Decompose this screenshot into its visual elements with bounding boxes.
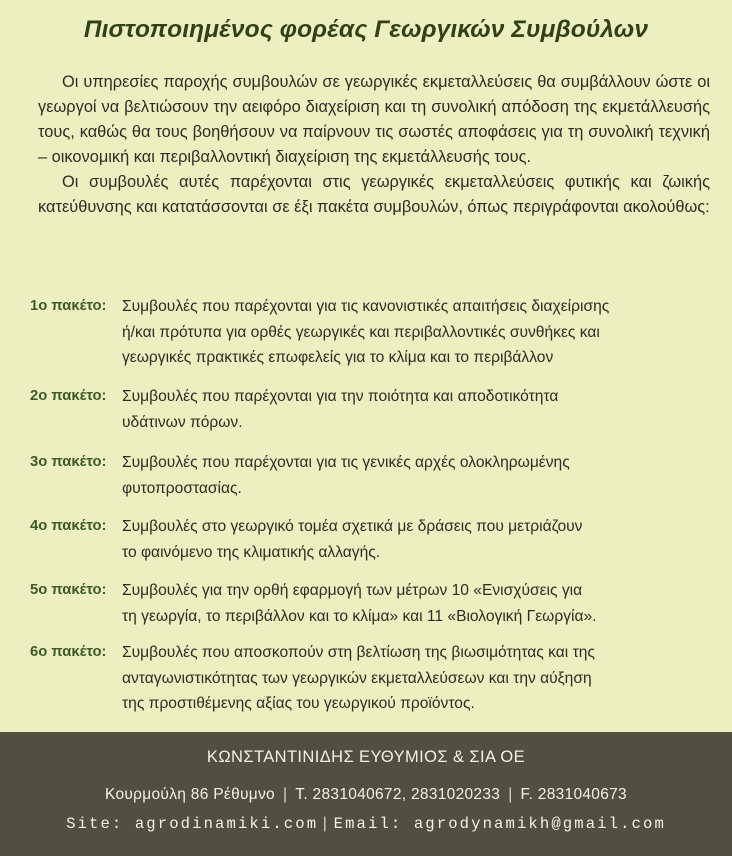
address: Κουρμούλη 86 Ρέθυμνο (105, 786, 275, 803)
package-label: 1ο πακέτο: (30, 298, 107, 314)
separator: | (508, 786, 513, 803)
fax-number: F. 2831040673 (520, 786, 627, 803)
package-line: φυτοπροστασίας. (122, 479, 242, 497)
website-link[interactable]: Site: agrodinamiki.com (66, 815, 319, 833)
package-line: τη γεωργία, το περιβάλλον και το κλίμα» και 11 «Βιολογική Γεωργία». (122, 607, 597, 625)
intro-paragraph-2: Οι συμβουλές αυτές παρέχονται στις γεωργικές εκμεταλλεύσεις φυτικής και ζωικής κατεύθυνσης και κατατάσσονται σε έξι πακέτα συμβουλών, όπως περιγράφονται ακολούθως: (38, 173, 710, 216)
page-title: Πιστοποιημένος φορέας Γεωργικών Συμβούλων (83, 16, 649, 43)
package-line: της προστιθέμενης αξίας του γεωργικού προϊόντος. (122, 695, 475, 712)
package-label: 6ο πακέτο: (30, 644, 107, 660)
intro-text (38, 70, 710, 220)
package-description (122, 384, 712, 435)
package-description (122, 514, 712, 565)
package-line: ή/και πρότυπα για ορθές γεωργικές και περιβαλλοντικές συνθήκες και (122, 323, 600, 341)
package-label: 3ο πακέτο: (30, 454, 107, 470)
package-line: Συμβουλές που παρέχονται για τις κανονιστικές απαιτήσεις διαχείρισης (122, 298, 610, 315)
separator: | (282, 786, 288, 803)
package-line: Συμβουλές που παρέχονται για τις γενικές αρχές ολοκληρωμένης (122, 454, 570, 471)
contact-footer (0, 732, 732, 856)
package-line: το φαινόμενο της κλιματικής αλλαγής. (122, 543, 381, 561)
package-line: γεωργικές πρακτικές επωφελείς για το κλίμα και το περιβάλλον (122, 349, 554, 366)
package-description (122, 640, 712, 717)
separator: | (320, 815, 332, 833)
package-description (122, 294, 712, 371)
web-line (0, 815, 732, 833)
package-line: Συμβουλές που παρέχονται για την ποιότητα και αποδοτικότητα (122, 388, 559, 405)
package-description (122, 450, 712, 501)
company-name: ΚΩΝΣΤΑΝΤΙΝΙΔΗΣ ΕΥΘΥΜΙΟΣ & ΣΙΑ ΟΕ (206, 748, 526, 766)
package-line: υδάτινων πόρων. (122, 413, 243, 431)
phone-numbers[interactable]: T. 2831040672, 2831020233 (295, 786, 501, 803)
email-link[interactable]: Email: agrodynamikh@gmail.com (333, 815, 666, 833)
contact-line (0, 786, 732, 804)
package-line: Συμβουλές στο γεωργικό τομέα σχετικά με δράσεις που μετριάζουν (122, 518, 583, 535)
package-line: ανταγωνιστικότητας των γεωργικών εκμεταλλεύσεων και την αύξηση (122, 669, 592, 687)
package-label: 5ο πακέτο: (30, 582, 107, 598)
intro-paragraph-1: Οι υπηρεσίες παροχής συμβουλών σε γεωργικές εκμεταλλεύσεις θα συμβάλλουν ώστε οι γεωργοί να βελτιώσουν την αειφόρο διαχείριση και τη συνολική απόδοση της εκμετάλλευσής τους, καθώς θα τους βοηθήσουν να παίρνουν τις σωστές αποφάσεις για τη συνολική τεχνική – οικονομική και περιβαλλοντική διαχείριση της εκμετάλλευσής τους. (38, 73, 710, 166)
package-label: 4ο πακέτο: (30, 518, 107, 534)
package-line: Συμβουλές για την ορθή εφαρμογή των μέτρων 10 «Ενισχύσεις για (122, 582, 583, 599)
package-label: 2ο πακέτο: (30, 388, 107, 404)
package-description (122, 578, 712, 629)
package-line: Συμβουλές που αποσκοπούν στη βελτίωση της βιωσιμότητας και της (122, 644, 595, 661)
